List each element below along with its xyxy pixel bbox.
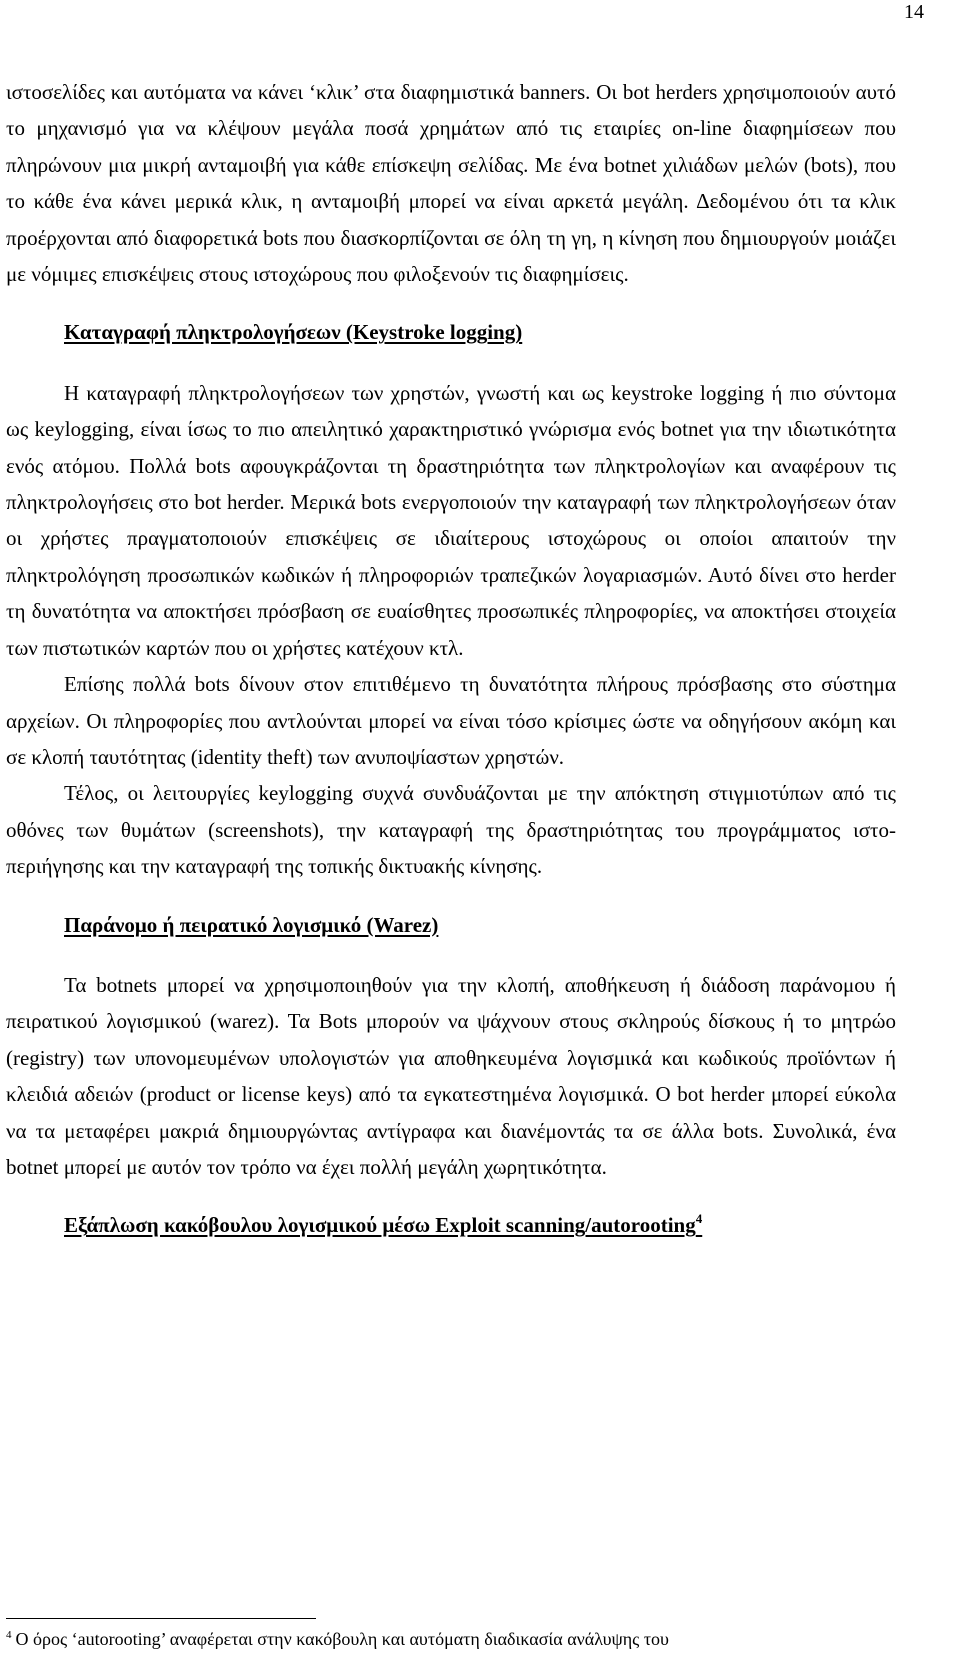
footnote-text: Ο όρος ‘autorooting’ αναφέρεται στην κακόβουλη και αυτόματη διαδικασία ανάλυψης του bbox=[15, 1629, 669, 1649]
paragraph-file-access: Επίσης πολλά bots δίνουν στον επιτιθέμενο τη δυνατότητα πλήρους πρόσβασης στο σύστημα αρχείων. Οι πληροφορίες που αντλούνται μπορεί να είναι τόσο κρίσιμες ώστε να οδηγήσουν ακόμη και σε κλοπή ταυτότητας (identity theft) των ανυποψίαστων χρηστών. bbox=[6, 672, 896, 769]
footnote bbox=[6, 1626, 906, 1652]
page-number: 14 bbox=[904, 1, 924, 23]
section-heading-keystroke-logging: Καταγραφή πληκτρολογήσεων (Keystroke logging) bbox=[64, 320, 523, 345]
paragraph-keylogging: Η καταγραφή πληκτρολογήσεων των χρηστών, γνωστή και ως keystroke logging ή πιο σύντομα ως keylogging, είναι ίσως το πιο απειλητικό χαρακτηριστικό γνώρισμα ενός botnet για την ιδιωτικότητα ενός ατόμου. Πολλά bots αφουγκράζονται τη δραστηριότητα των πληκτρολογίων και αναφέρουν τις πληκτρολογήσεις στο bot herder. Μερικά bots ενεργοποιούν την καταγραφή των πληκτρολογήσεων όταν οι χρήστες πραγματοποιούν επισκέψεις σε ιδιαίτερους ιστοχώρους οι οποίοι απαιτούν την πληκτρολόγηση προσωπικών κωδικών ή πληροφοριών τραπεζικών λογαριασμών. Αυτό δίνει στο herder τη δυνατότητα να αποκτήσει πρόσβαση σε ευαίσθητες προσωπικές πληροφορίες, να αποκτήσει στοιχεία των πιστωτικών καρτών που οι χρήστες κατέχουν κτλ. bbox=[6, 380, 896, 660]
footnote-reference[interactable]: 4 bbox=[695, 1211, 703, 1227]
paragraph-warez: Τα botnets μπορεί να χρησιμοποιηθούν για την κλοπή, αποθήκευση ή διάδοση παράνομου ή πειρατικού λογισμικού (warez). Τα Bots μπορούν να ψάχνουν στους σκληρούς δίσκους ή το μητρώο (registry) των υπονομευμένων υπολογιστών για αποθηκευμένα λογισμικά και κωδικούς προϊόντων ή κλειδιά αδειών (product or license keys) από τα εγκατεστημένα λογισμικά. Ο bot herder μπορεί εύκολα να τα μεταφέρει μακριά δημιουργώντας αντίγραφα και διανέμοντάς τα σε άλλα bots. Συνολικά, ένα botnet μπορεί με αυτόν τον τρόπο να έχει πολλή μεγάλη χωρητικότητα. bbox=[6, 972, 896, 1179]
section-heading-exploit-text: Εξάπλωση κακόβουλου λογισμικού μέσω Exploit scanning/autorooting bbox=[64, 1213, 696, 1238]
section-heading-exploit-scanning bbox=[6, 1207, 896, 1243]
section-heading-warez: Παράνομο ή πειρατικό λογισμικό (Warez) bbox=[64, 912, 439, 937]
document-body bbox=[6, 74, 896, 1244]
paragraph-screenshots: Τέλος, οι λειτουργίες keylogging συχνά συνδυάζονται με την απόκτηση στιγμιοτύπων από τις οθόνες των θυμάτων (screenshots), την καταγραφή της δραστηριότητας του προγράμματος ιστο-περιήγησης και την καταγραφή της τοπικής δικτυακής κίνησης. bbox=[6, 781, 896, 879]
paragraph-clickfraud: ιστοσελίδες και αυτόματα να κάνει ‘κλικ’ στα διαφημιστικά banners. Οι bot herders χρησιμοποιούν αυτό το μηχανισμό για να κλέψουν μεγάλα ποσά χρημάτων από τις εταιρίες on-line διαφημίσεων που πληρώνουν μια μικρή ανταμοιβή για κάθε επίσκεψη σελίδας. Με ένα botnet χιλιάδων μελών (bots), που το κάθε ένα κάνει μερικά κλικ, η ανταμοιβή μπορεί να είναι αρκετά μεγάλη. Δεδομένου ότι τα κλικ προέρχονται από διαφορετικά bots που διασκορπίζονται σε όλη τη γη, η κίνηση που δημιουργούν μοιάζει με νόμιμες επισκέψεις στους ιστοχώρους που φιλοξενούν τις διαφημίσεις. bbox=[6, 80, 896, 287]
footnote-marker: 4 bbox=[6, 1629, 12, 1641]
footnote-separator bbox=[6, 1618, 316, 1619]
